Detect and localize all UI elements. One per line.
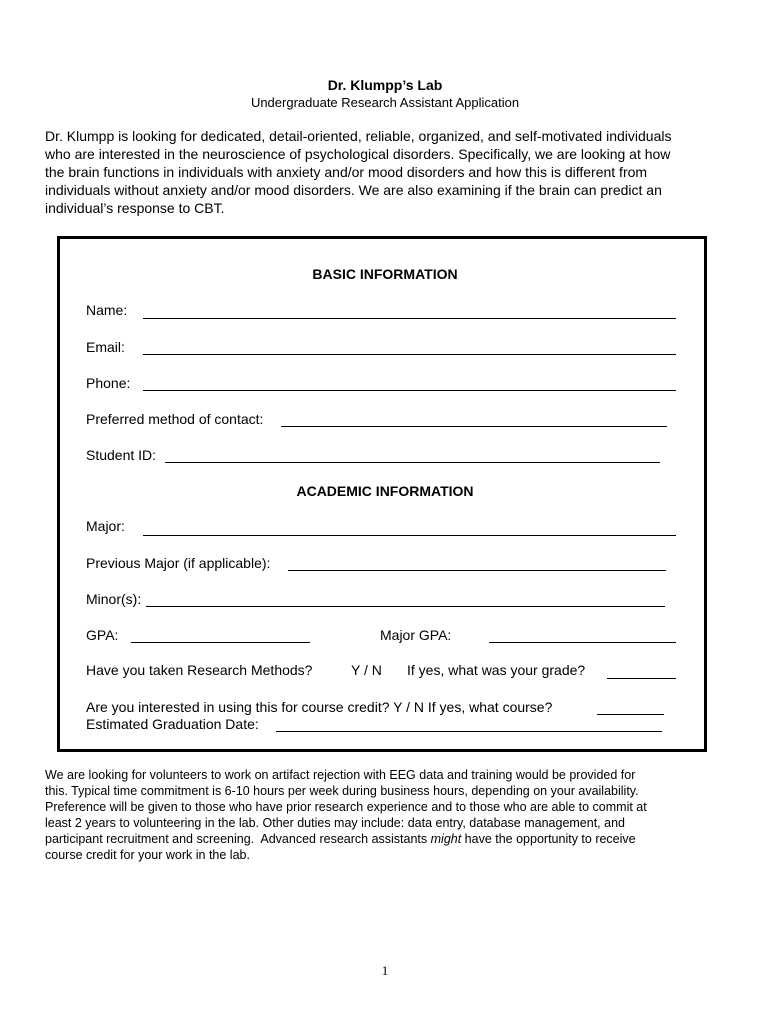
closing-paragraph — [45, 767, 735, 863]
previous-major-field[interactable] — [288, 570, 666, 571]
intro-paragraph — [45, 127, 735, 217]
grade-field[interactable] — [607, 678, 676, 679]
closing-line — [45, 831, 735, 847]
name-label: Name: — [86, 302, 128, 318]
document-subtitle: Undergraduate Research Assistant Application — [250, 95, 520, 110]
email-label: Email: — [86, 339, 125, 355]
research-methods-yes-no[interactable]: Y / N — [351, 662, 382, 678]
major-label: Major: — [86, 518, 125, 534]
phone-field[interactable] — [143, 390, 676, 391]
closing-line: We are looking for volunteers to work on artifact rejection with EEG data and training would be provided for — [45, 768, 636, 782]
research-methods-question: Have you taken Research Methods? — [86, 662, 313, 678]
document-title: Dr. Klumpp’s Lab — [327, 77, 443, 93]
graduation-date-label: Estimated Graduation Date: — [86, 716, 259, 732]
phone-label: Phone: — [86, 375, 131, 391]
major-gpa-label: Major GPA: — [380, 627, 452, 643]
student-id-label: Student ID: — [86, 447, 157, 463]
name-field[interactable] — [143, 318, 676, 319]
previous-major-label: Previous Major (if applicable): — [86, 555, 271, 571]
intro-line: individual’s response to CBT. — [45, 200, 225, 216]
academic-information-heading: ACADEMIC INFORMATION — [296, 483, 474, 499]
closing-line: course credit for your work in the lab. — [45, 848, 250, 862]
major-field[interactable] — [143, 535, 676, 536]
course-credit-question: Are you interested in using this for course credit? Y / N If yes, what course? — [86, 699, 553, 715]
closing-line: Preference will be given to those who have prior research experience and to those who are able to commit at — [45, 800, 647, 814]
page-number: 1 — [381, 963, 389, 978]
intro-line: the brain functions in individuals with anxiety and/or mood disorders and how this is different from — [45, 164, 648, 180]
preferred-contact-label: Preferred method of contact: — [86, 411, 264, 427]
closing-emphasis: might — [430, 832, 462, 846]
closing-line: least 2 years to volunteering in the lab. Other duties may include: data entry, database management, and — [45, 816, 625, 830]
minor-label: Minor(s): — [86, 591, 142, 607]
preferred-contact-field[interactable] — [281, 426, 667, 427]
gpa-field[interactable] — [131, 642, 310, 643]
gpa-label: GPA: — [86, 627, 119, 643]
intro-line: Dr. Klumpp is looking for dedicated, detail-oriented, reliable, organized, and self-motivated individuals — [45, 128, 672, 144]
major-gpa-field[interactable] — [489, 642, 676, 643]
closing-line-start: participant recruitment and screening. Advanced research assistants — [45, 832, 431, 846]
closing-line: this. Typical time commitment is 6-10 hours per week during business hours, depending on your availability. — [45, 784, 639, 798]
student-id-field[interactable] — [165, 462, 660, 463]
course-field[interactable] — [597, 714, 664, 715]
intro-line: who are interested in the neuroscience of psychological disorders. Specifically, we are looking at how — [45, 146, 671, 162]
intro-line: individuals without anxiety and/or mood disorders. We are also examining if the brain can predict an — [45, 182, 662, 198]
email-field[interactable] — [143, 354, 676, 355]
closing-line-end: have the opportunity to receive — [461, 832, 636, 846]
graduation-date-field[interactable] — [276, 731, 662, 732]
basic-information-heading: BASIC INFORMATION — [312, 266, 458, 282]
minor-field[interactable] — [146, 606, 665, 607]
grade-question: If yes, what was your grade? — [407, 662, 586, 678]
